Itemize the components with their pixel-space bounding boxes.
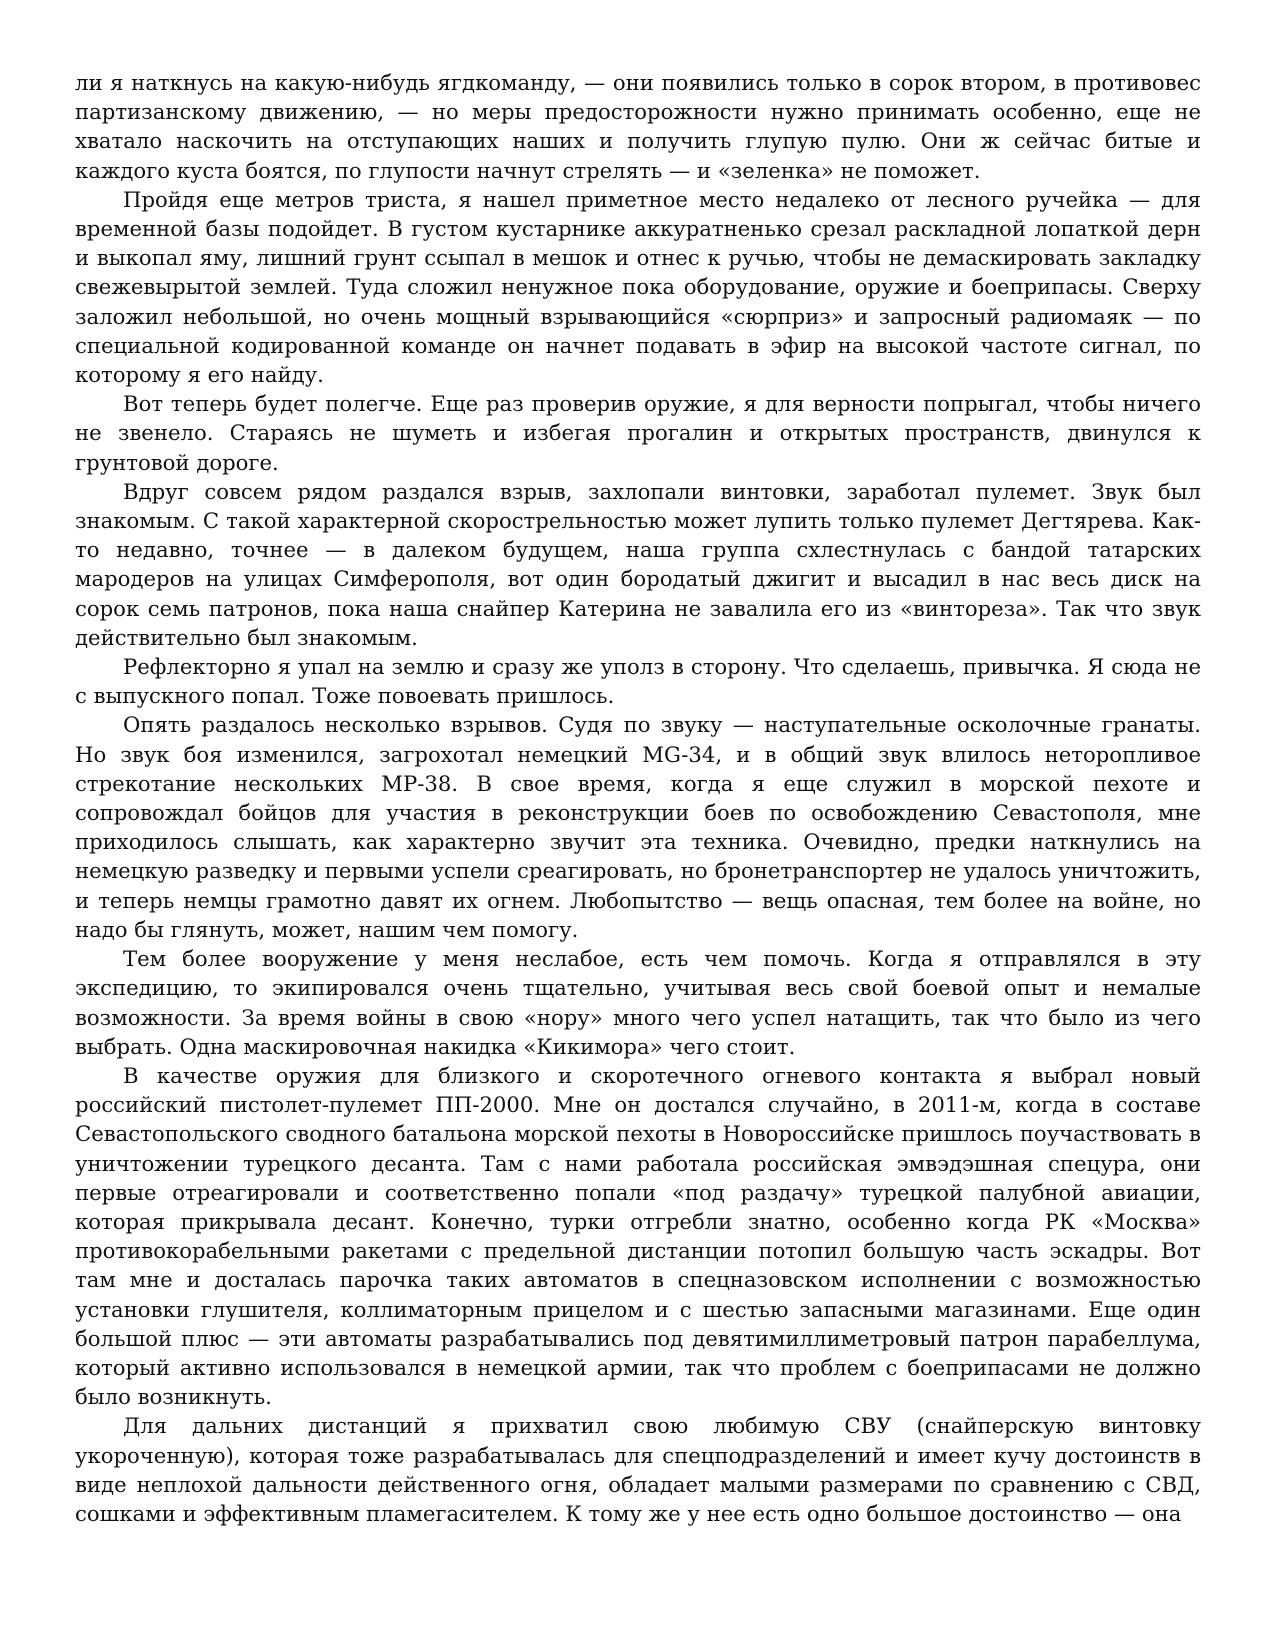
paragraph-9: Для дальних дистанций я прихватил свою любимую СВУ (снайперскую винтовку укороченную), которая тоже разрабатывалась для спецподразделений и имеет кучу достоинств в виде неплохой дальности действенного огня, обладает малыми размерами по сравнению с СВД, сошками и эффективным пламегасителем. К тому же у нее есть одно большое достоинство — она bbox=[75, 1413, 1201, 1526]
paragraph-2: Пройдя еще метров триста, я нашел приметное место недалеко от лесного ручейка — для временной базы подойдет. В густом кустарнике аккуратненько срезал раскладной лопаткой дерн и выкопал яму, лишний грунт ссыпал в мешок и отнес к ручью, чтобы не демаскировать закладку свежевырытой землей. Туда сложил ненужное пока оборудование, оружие и боеприпасы. Сверху заложил небольшой, но очень мощный взрывающийся «сюрприз» и запросный радиомаяк — по специальной кодированной команде он начнет подавать в эфир на высокой частоте сигнал, по которому я его найду. bbox=[75, 186, 1201, 388]
paragraph-1: ли я наткнусь на какую-нибудь ягдкоманду, — они появились только в сорок втором, в противовес партизанскому движению, — но меры предосторожности нужно принимать особенно, еще не хватало наскочить на отступающих наших и получить глупую пулю. Они ж сейчас битые и каждого куста боятся, по глупости начнут стрелять — и «зеленка» не поможет. bbox=[75, 70, 1201, 183]
paragraph-7: Тем более вооружение у меня неслабое, есть чем помочь. Когда я отправлялся в эту экспедицию, то экипировался очень тщательно, учитывая весь свой боевой опыт и немалые возможности. За время войны в свою «нору» много чего успел натащить, так что было из чего выбрать. Одна маскировочная накидка «Кикимора» чего стоит. bbox=[75, 946, 1201, 1059]
paragraph-3: Вот теперь будет полегче. Еще раз проверив оружие, я для верности попрыгал, чтобы ничего не звенело. Стараясь не шуметь и избегая прогалин и открытых пространств, двинулся к грунтовой дороге. bbox=[75, 391, 1201, 475]
paragraph-8: В качестве оружия для близкого и скоротечного огневого контакта я выбрал новый российский пистолет-пулемет ПП-2000. Мне он достался случайно, в 2011-м, когда в составе Севастопольского сводного батальона морской пехоты в Новороссийске пришлось поучаствовать в уничтожении турецкого десанта. Там с нами работала российская эмвэдэшная спецура, они первые отреагировали и соответственно попали «под раздачу» турецкой палубной авиации, которая прикрывала десант. Конечно, турки отгребли знатно, особенно когда РК «Москва» противокорабельными ракетами с предельной дистанции потопил большую часть эскадры. Вот там мне и досталась парочка таких автоматов в спецназовском исполнении с возможностью установки глушителя, коллиматорным прицелом и с шестью запасными магазинами. Еще один большой плюс — эти автоматы разрабатывались под девятимиллиметровый патрон парабеллума, который активно использовался в немецкой армии, так что проблем с боеприпасами не должно было возникнуть. bbox=[75, 1062, 1201, 1410]
paragraph-5: Рефлекторно я упал на землю и сразу же уполз в сторону. Что сделаешь, привычка. Я сюда не с выпускного попал. Тоже повоевать пришлось. bbox=[75, 654, 1201, 709]
page-body bbox=[75, 68, 1201, 1528]
paragraph-6: Опять раздалось несколько взрывов. Судя по звуку — наступательные осколочные гранаты. Но звук боя изменился, загрохотал немецкий MG-34, и в общий звук влилось неторопливое стрекотание нескольких МР-38. В свое время, когда я еще служил в морской пехоте и сопровождал бойцов для участия в реконструкции боев по освобождению Севастополя, мне приходилось слышать, как характерно звучит эта техника. Очевидно, предки наткнулись на немецкую разведку и первыми успели среагировать, но бронетранспортер не удалось уничтожить, и теперь немцы грамотно давят их огнем. Любопытство — вещь опасная, тем более на войне, но надо бы глянуть, может, нашим чем помогу. bbox=[75, 712, 1201, 942]
paragraph-4: Вдруг совсем рядом раздался взрыв, захлопали винтовки, заработал пулемет. Звук был знакомым. С такой характерной скорострельностью может лупить только пулемет Дегтярева. Как-то недавно, точнее — в далеком будущем, наша группа схлестнулась с бандой татарских мародеров на улицах Симферополя, вот один бородатый джигит и высадил в нас весь диск на сорок семь патронов, пока наша снайпер Катерина не завалила его из «винтореза». Так что звук действительно был знакомым. bbox=[75, 478, 1201, 650]
